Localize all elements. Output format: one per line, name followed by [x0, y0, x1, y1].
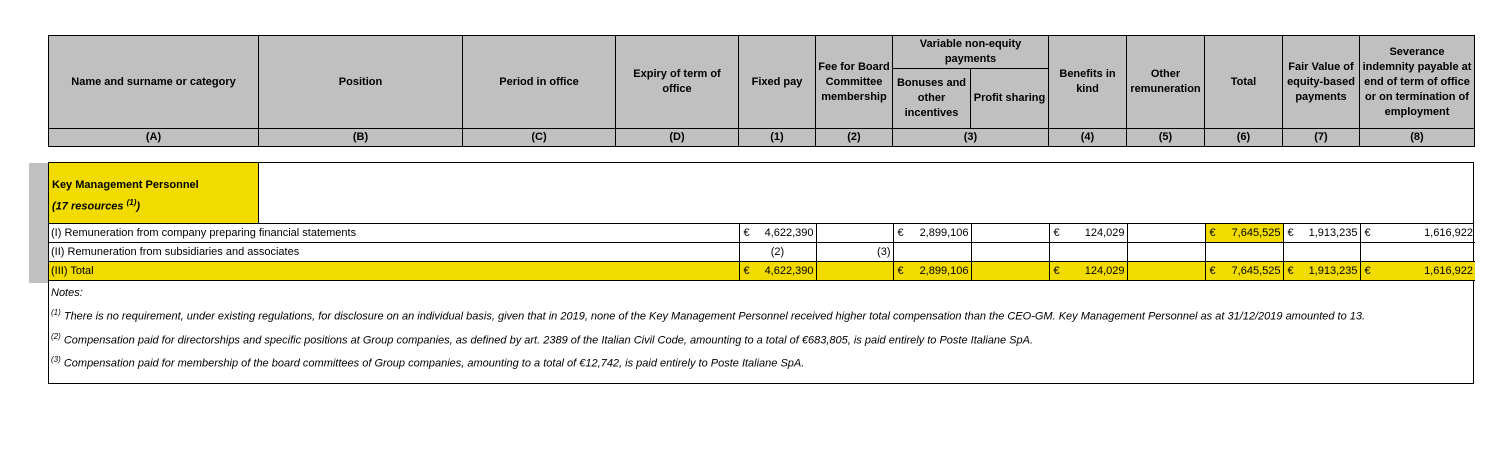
col-header-fixed-pay: Fixed pay	[739, 36, 816, 129]
col-label: (B)	[259, 129, 463, 147]
benefits-value: 124,029	[1084, 227, 1125, 239]
col-header-position: Position	[259, 36, 463, 129]
kmp-resources	[52, 194, 255, 216]
remuneration-table	[49, 224, 1475, 281]
kmp-resources-count: (17 resources	[52, 200, 124, 213]
col-label: (C)	[463, 129, 616, 147]
bonuses-cell	[893, 224, 971, 243]
note-text: Compensation paid for membership of the board committees of Group companies, amounting to a total of €12,742, is paid entirely to Poste Italiane SpA.	[63, 357, 805, 370]
committee-fee-cell	[816, 224, 893, 243]
total-cell	[1205, 262, 1283, 281]
note-item	[51, 327, 1365, 351]
col-header-bonuses: Bonuses and other incentives	[893, 69, 971, 129]
note-item	[51, 303, 1365, 327]
col-label: (D)	[616, 129, 739, 147]
row-label: (III) Total	[49, 262, 739, 281]
note-item	[51, 350, 1365, 374]
fair-value-cell	[1283, 243, 1360, 262]
benefits-cell	[1049, 224, 1127, 243]
col-label: (4)	[1049, 129, 1127, 147]
total-cell	[1205, 224, 1283, 243]
col-label: (6)	[1205, 129, 1283, 147]
other-remuneration-cell	[1127, 262, 1205, 281]
severance-cell	[1360, 243, 1475, 262]
col-label: (8)	[1360, 129, 1475, 147]
currency-symbol: €	[1209, 227, 1216, 239]
profit-sharing-cell	[971, 243, 1049, 262]
col-header-severance: Severance indemnity payable at end of term of office or on termination of employment	[1360, 36, 1475, 129]
other-remuneration-cell	[1127, 243, 1205, 262]
col-label: (2)	[816, 129, 893, 147]
currency-symbol: €	[897, 265, 904, 277]
kmp-title: Key Management Personnel	[52, 179, 199, 191]
severance-value: 1,616,922	[1424, 227, 1473, 239]
severance-cell	[1360, 262, 1475, 281]
note-text: Compensation paid for directorships and specific positions at Group companies, as defined by art. 2389 of the Italian Civil Code, amounting to a total of €683,805, is paid entirely to Poste Italiane SpA.	[63, 334, 1034, 347]
currency-symbol: €	[897, 227, 904, 239]
table-row	[49, 224, 1475, 243]
col-header-fair-value: Fair Value of equity-based payments	[1283, 36, 1360, 129]
currency-symbol: €	[1053, 227, 1060, 239]
bonuses-cell	[893, 243, 971, 262]
col-header-profit-sharing: Profit sharing	[971, 69, 1049, 129]
currency-symbol: €	[1209, 265, 1216, 277]
currency-symbol: €	[1364, 227, 1371, 239]
col-label: (A)	[49, 129, 259, 147]
col-header-other-remuneration: Other remuneration	[1127, 36, 1205, 129]
note-ref: (1)	[126, 198, 137, 207]
kmp-resources-close: )	[136, 200, 141, 213]
col-label: (5)	[1127, 129, 1205, 147]
col-header-committee-fee: Fee for Board Committee membership	[816, 36, 893, 129]
note-ref: (2)	[739, 243, 816, 262]
fair-value-cell	[1283, 262, 1360, 281]
currency-symbol: €	[1364, 265, 1371, 277]
committee-fee-cell	[816, 262, 893, 281]
currency-symbol: €	[1287, 265, 1294, 277]
col-header-name: Name and surname or category	[49, 36, 259, 129]
benefits-value: 124,029	[1084, 265, 1125, 277]
currency-symbol: €	[743, 227, 750, 239]
notes-heading: Notes:	[51, 287, 83, 299]
note-ref: (2)	[51, 331, 61, 341]
row-label: (II) Remuneration from subsidiaries and associates	[49, 243, 739, 262]
benefits-cell	[1049, 243, 1127, 262]
row-label: (I) Remuneration from company preparing financial statements	[49, 224, 739, 243]
total-value: 7,645,525	[1231, 265, 1281, 277]
note-ref: (1)	[51, 308, 61, 317]
col-header-benefits: Benefits in kind	[1049, 36, 1127, 129]
currency-symbol: €	[743, 265, 750, 277]
col-header-expiry: Expiry of term of office	[616, 36, 739, 129]
profit-sharing-cell	[971, 224, 1049, 243]
fixed-pay-cell	[739, 262, 816, 281]
bonuses-value: 2,899,106	[919, 227, 969, 239]
note-text: There is no requirement, under existing regulations, for disclosure on an individual basis, given that in 2019, none of the Key Management Personnel received higher total compensation than the CEO-GM. Key Management Personnel as at 31/12/2019 amounted to 13.	[63, 310, 1366, 323]
profit-sharing-cell	[971, 262, 1049, 281]
kmp-section	[48, 162, 1474, 384]
note-ref: (3)	[51, 355, 61, 365]
table-row	[49, 243, 1475, 262]
bonuses-value: 2,899,106	[919, 265, 969, 277]
bonuses-cell	[893, 262, 971, 281]
benefits-cell	[1049, 262, 1127, 281]
row-group-marker	[29, 163, 48, 283]
col-header-period: Period in office	[463, 36, 616, 129]
note-ref: (3)	[816, 243, 893, 262]
severance-value: 1,616,922	[1424, 265, 1473, 277]
header-table	[48, 35, 1475, 147]
fair-value-value: 1,913,235	[1308, 227, 1358, 239]
fixed-pay-cell	[739, 224, 816, 243]
fair-value-value: 1,913,235	[1308, 265, 1358, 277]
other-remuneration-cell	[1127, 224, 1205, 243]
fixed-pay-value: 4,622,390	[764, 227, 814, 239]
total-value: 7,645,525	[1231, 227, 1281, 239]
notes-section	[51, 284, 1365, 374]
fair-value-cell	[1283, 224, 1360, 243]
col-label: (7)	[1283, 129, 1360, 147]
currency-symbol: €	[1287, 227, 1294, 239]
col-header-total: Total	[1205, 36, 1283, 129]
col-header-variable: Variable non-equity payments	[893, 36, 1049, 69]
col-label: (1)	[739, 129, 816, 147]
table-row	[49, 262, 1475, 281]
kmp-category-cell	[49, 163, 259, 224]
fixed-pay-value: 4,622,390	[764, 265, 814, 277]
total-cell	[1205, 243, 1283, 262]
severance-cell	[1360, 224, 1475, 243]
currency-symbol: €	[1053, 265, 1060, 277]
col-label: (3)	[893, 129, 1049, 147]
